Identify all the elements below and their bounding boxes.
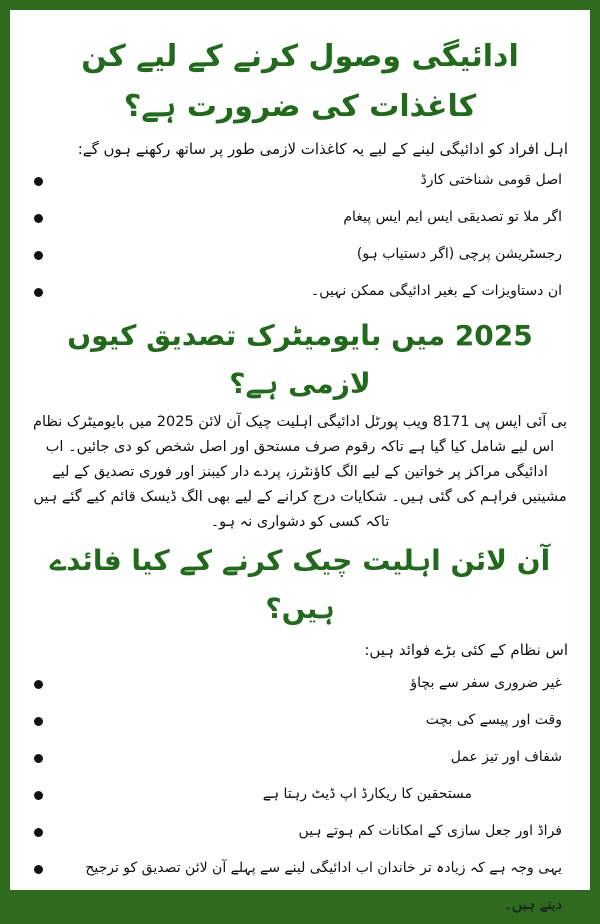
bullet-icon <box>34 717 43 726</box>
list-item: اگر ملا تو تصدیقی ایس ایم ایس پیغام <box>32 199 568 236</box>
bullet-icon <box>34 177 43 186</box>
list-item: یہی وجہ ہے کہ زیادہ تر خاندان اب ادائیگی لینے سے پہلے آن لائن تصدیق کو ترجیح دیتے ہیں۔ <box>32 850 568 887</box>
list-item: ان دستاویزات کے بغیر ادائیگی ممکن نہیں۔ <box>32 273 568 310</box>
article-page <box>10 10 590 913</box>
biometric-paragraph: بی آئی ایس پی 8171 ویب پورٹل ادائیگی اہلیت چیک آن لائن 2025 میں بایومیٹرک نظام اس لیے شامل کیا گیا ہے تاکہ رقوم صرف مستحق اور اصل شخص کو دی جائیں۔ اب ادائیگی مراکز پر خواتین کے لیے الگ کاؤنٹرز، پردے دار کیبنز اور فوری تصدیق کے لیے مشینیں فراہم کی گئی ہیں۔ شکایات درج کرانے کے لیے بھی الگ ڈیسک قائم کیے گئے ہیں تاکہ کسی کو دشواری نہ ہو۔ <box>32 414 567 530</box>
list-item: فراڈ اور جعل سازی کے امکانات کم ہوتے ہیں <box>32 813 568 850</box>
list-item: وقت اور پیسے کی بچت <box>32 702 568 739</box>
bullet-icon <box>34 865 43 874</box>
heading-required-documents: ادائیگی وصول کرنے کے لیے کن کاغذات کی ضرورت ہے؟ <box>81 39 519 124</box>
benefits-list <box>32 665 568 913</box>
bullet-icon <box>34 214 43 223</box>
documents-list <box>32 162 568 310</box>
bullet-icon <box>34 828 43 837</box>
list-item: رجسٹریشن پرچی (اگر دستیاب ہو) <box>32 236 568 273</box>
intro-documents: اہل افراد کو ادائیگی لینے کے لیے یہ کاغذات لازمی طور پر ساتھ رکھنے ہوں گے: <box>77 140 568 158</box>
bullet-icon <box>34 754 43 763</box>
list-item: غیر ضروری سفر سے بچاؤ <box>32 665 568 702</box>
heading-biometric: 2025 میں بایومیٹرک تصدیق کیوں لازمی ہے؟ <box>67 319 533 400</box>
bullet-icon <box>34 288 43 297</box>
list-item: شفاف اور تیز عمل <box>32 739 568 776</box>
list-item: اصل قومی شناختی کارڈ <box>32 162 568 199</box>
intro-benefits: اس نظام کے کئی بڑے فوائد ہیں: <box>364 641 568 659</box>
bullet-icon <box>34 680 43 689</box>
list-item: مستحقین کا ریکارڈ اپ ڈیٹ رہتا ہے <box>32 776 568 813</box>
bullet-icon <box>34 791 43 800</box>
heading-online-benefits: آن لائن اہلیت چیک کرنے کے کیا فائدے ہیں؟ <box>49 544 551 625</box>
bullet-icon <box>34 251 43 260</box>
